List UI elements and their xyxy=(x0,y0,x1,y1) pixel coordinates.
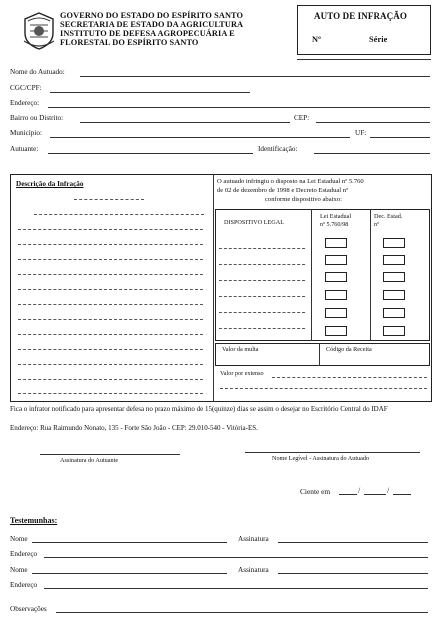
cgc-field[interactable] xyxy=(50,92,250,93)
nome-field[interactable] xyxy=(80,76,430,77)
endereco-field[interactable] xyxy=(48,107,430,108)
autuante-field[interactable] xyxy=(48,153,253,154)
date-slash-1: / xyxy=(358,486,361,495)
legal-text-3: conforme dispositivo abaixo: xyxy=(265,196,342,203)
idaf-address: Endereço: Rua Raimundo Nonato, 135 - Forte São João - CEP: 29.010-540 - Vitória-ES. xyxy=(10,424,258,432)
legal-text-2: de 02 de dezembro de 1998 e Decreto Estadual nº xyxy=(217,187,349,194)
witness2-endereco-field[interactable] xyxy=(44,588,428,589)
codigo-receita-label: Código da Receita xyxy=(326,346,372,353)
witness2-assinatura-label: Assinatura xyxy=(238,566,269,574)
autuante-signature-label: Assinatura do Autuante xyxy=(60,457,119,464)
decreto-checkbox-6[interactable] xyxy=(383,326,405,336)
witness2-nome-label: Nome xyxy=(10,566,28,574)
witness2-signature-field[interactable] xyxy=(278,573,428,574)
autuante-signature-line[interactable] xyxy=(40,454,180,455)
form-title: AUTO DE INFRAÇÃO xyxy=(314,11,407,21)
col-decreto-1: Dec. Estad. xyxy=(374,213,403,220)
decreto-checkbox-1[interactable] xyxy=(383,238,405,248)
witness2-endereco-label: Endereço xyxy=(10,581,38,589)
legal-text-1: O autuado infringiu o disposto na Lei Estadual nº 5.760 xyxy=(217,178,364,185)
bairro-label: Bairro ou Distrito: xyxy=(10,114,64,122)
observacoes-field[interactable] xyxy=(56,612,428,613)
date-slash-2: / xyxy=(387,486,390,495)
header-institution xyxy=(60,11,243,47)
col-lei-2: nº 5.760/98 xyxy=(320,221,349,228)
uf-label: UF: xyxy=(355,129,367,137)
uf-field[interactable] xyxy=(370,137,430,138)
witness2-nome-field[interactable] xyxy=(32,573,227,574)
gov-line-4: FLORESTAL DO ESPÍRITO SANTO xyxy=(60,38,199,47)
witness1-assinatura-label: Assinatura xyxy=(238,535,269,543)
number-label: Nº xyxy=(312,35,321,44)
notification-text: Fica o infrator notificado para apresentar defesa no prazo máximo de 15(quinze) dias se assim o desejar no Escritório Central do IDAF xyxy=(10,405,388,413)
lei-checkbox-2[interactable] xyxy=(325,255,347,265)
lei-checkbox-4[interactable] xyxy=(325,290,347,300)
lei-checkbox-1[interactable] xyxy=(325,238,347,248)
state-coat-of-arms-icon xyxy=(22,11,56,51)
identificacao-field[interactable] xyxy=(314,153,430,154)
valor-extenso-field-2[interactable] xyxy=(220,388,427,389)
dispositivo-lines[interactable] xyxy=(217,232,309,338)
witnesses-title: Testemunhas: xyxy=(10,516,58,525)
cgc-label: CGC/CPF: xyxy=(10,84,42,92)
col-decreto-2: nº xyxy=(374,221,380,228)
decreto-checkbox-4[interactable] xyxy=(383,290,405,300)
witness1-nome-label: Nome xyxy=(10,535,28,543)
bairro-field[interactable] xyxy=(80,122,290,123)
cep-field[interactable] xyxy=(316,122,430,123)
autuante-label: Autuante: xyxy=(10,145,39,153)
identificacao-label: Identificação: xyxy=(258,145,298,153)
autuado-signature-line[interactable] xyxy=(245,452,420,453)
valor-multa-label: Valor da multa xyxy=(222,346,259,353)
form-id-box xyxy=(297,5,431,55)
nome-label: Nome do Autuado: xyxy=(10,68,65,76)
ciente-day[interactable] xyxy=(339,494,357,495)
municipio-label: Município: xyxy=(10,129,42,137)
lei-checkbox-3[interactable] xyxy=(325,272,347,282)
ciente-year[interactable] xyxy=(393,494,411,495)
autuado-signature-label: Nome Legível - Assinatura do Autuado xyxy=(272,455,370,462)
decreto-checkbox-3[interactable] xyxy=(383,272,405,282)
witness1-nome-field[interactable] xyxy=(32,542,227,543)
lei-checkbox-6[interactable] xyxy=(325,326,347,336)
decreto-checkbox-5[interactable] xyxy=(383,308,405,318)
municipio-field[interactable] xyxy=(50,137,350,138)
valor-extenso-label: Valor por extenso xyxy=(220,370,264,377)
witness1-endereco-label: Endereço xyxy=(10,550,38,558)
witness1-signature-field[interactable] xyxy=(278,542,428,543)
ciente-month[interactable] xyxy=(364,494,386,495)
gov-line-3: INSTITUTO DE DEFESA AGROPECUÁRIA E xyxy=(60,29,235,38)
col-dispositivo: DISPOSITIVO LEGAL xyxy=(224,219,284,226)
description-title: Descrição da Infração xyxy=(16,180,84,188)
ciente-label: Ciente em xyxy=(300,487,331,496)
lei-checkbox-5[interactable] xyxy=(325,308,347,318)
observacoes-label: Observações xyxy=(10,605,47,613)
series-label: Série xyxy=(369,35,388,44)
decreto-checkbox-2[interactable] xyxy=(383,255,405,265)
witness1-endereco-field[interactable] xyxy=(44,557,428,558)
col-lei-1: Lei Estadual xyxy=(320,213,352,220)
endereco-label: Endereço: xyxy=(10,99,40,107)
gov-line-2: SECRETARIA DE ESTADO DA AGRICULTURA xyxy=(60,20,244,29)
description-lines[interactable] xyxy=(14,190,209,400)
cep-label: CEP: xyxy=(294,114,310,122)
gov-line-1: GOVERNO DO ESTADO DO ESPÍRITO SANTO xyxy=(60,11,244,20)
valor-extenso-field-1[interactable] xyxy=(272,377,427,378)
